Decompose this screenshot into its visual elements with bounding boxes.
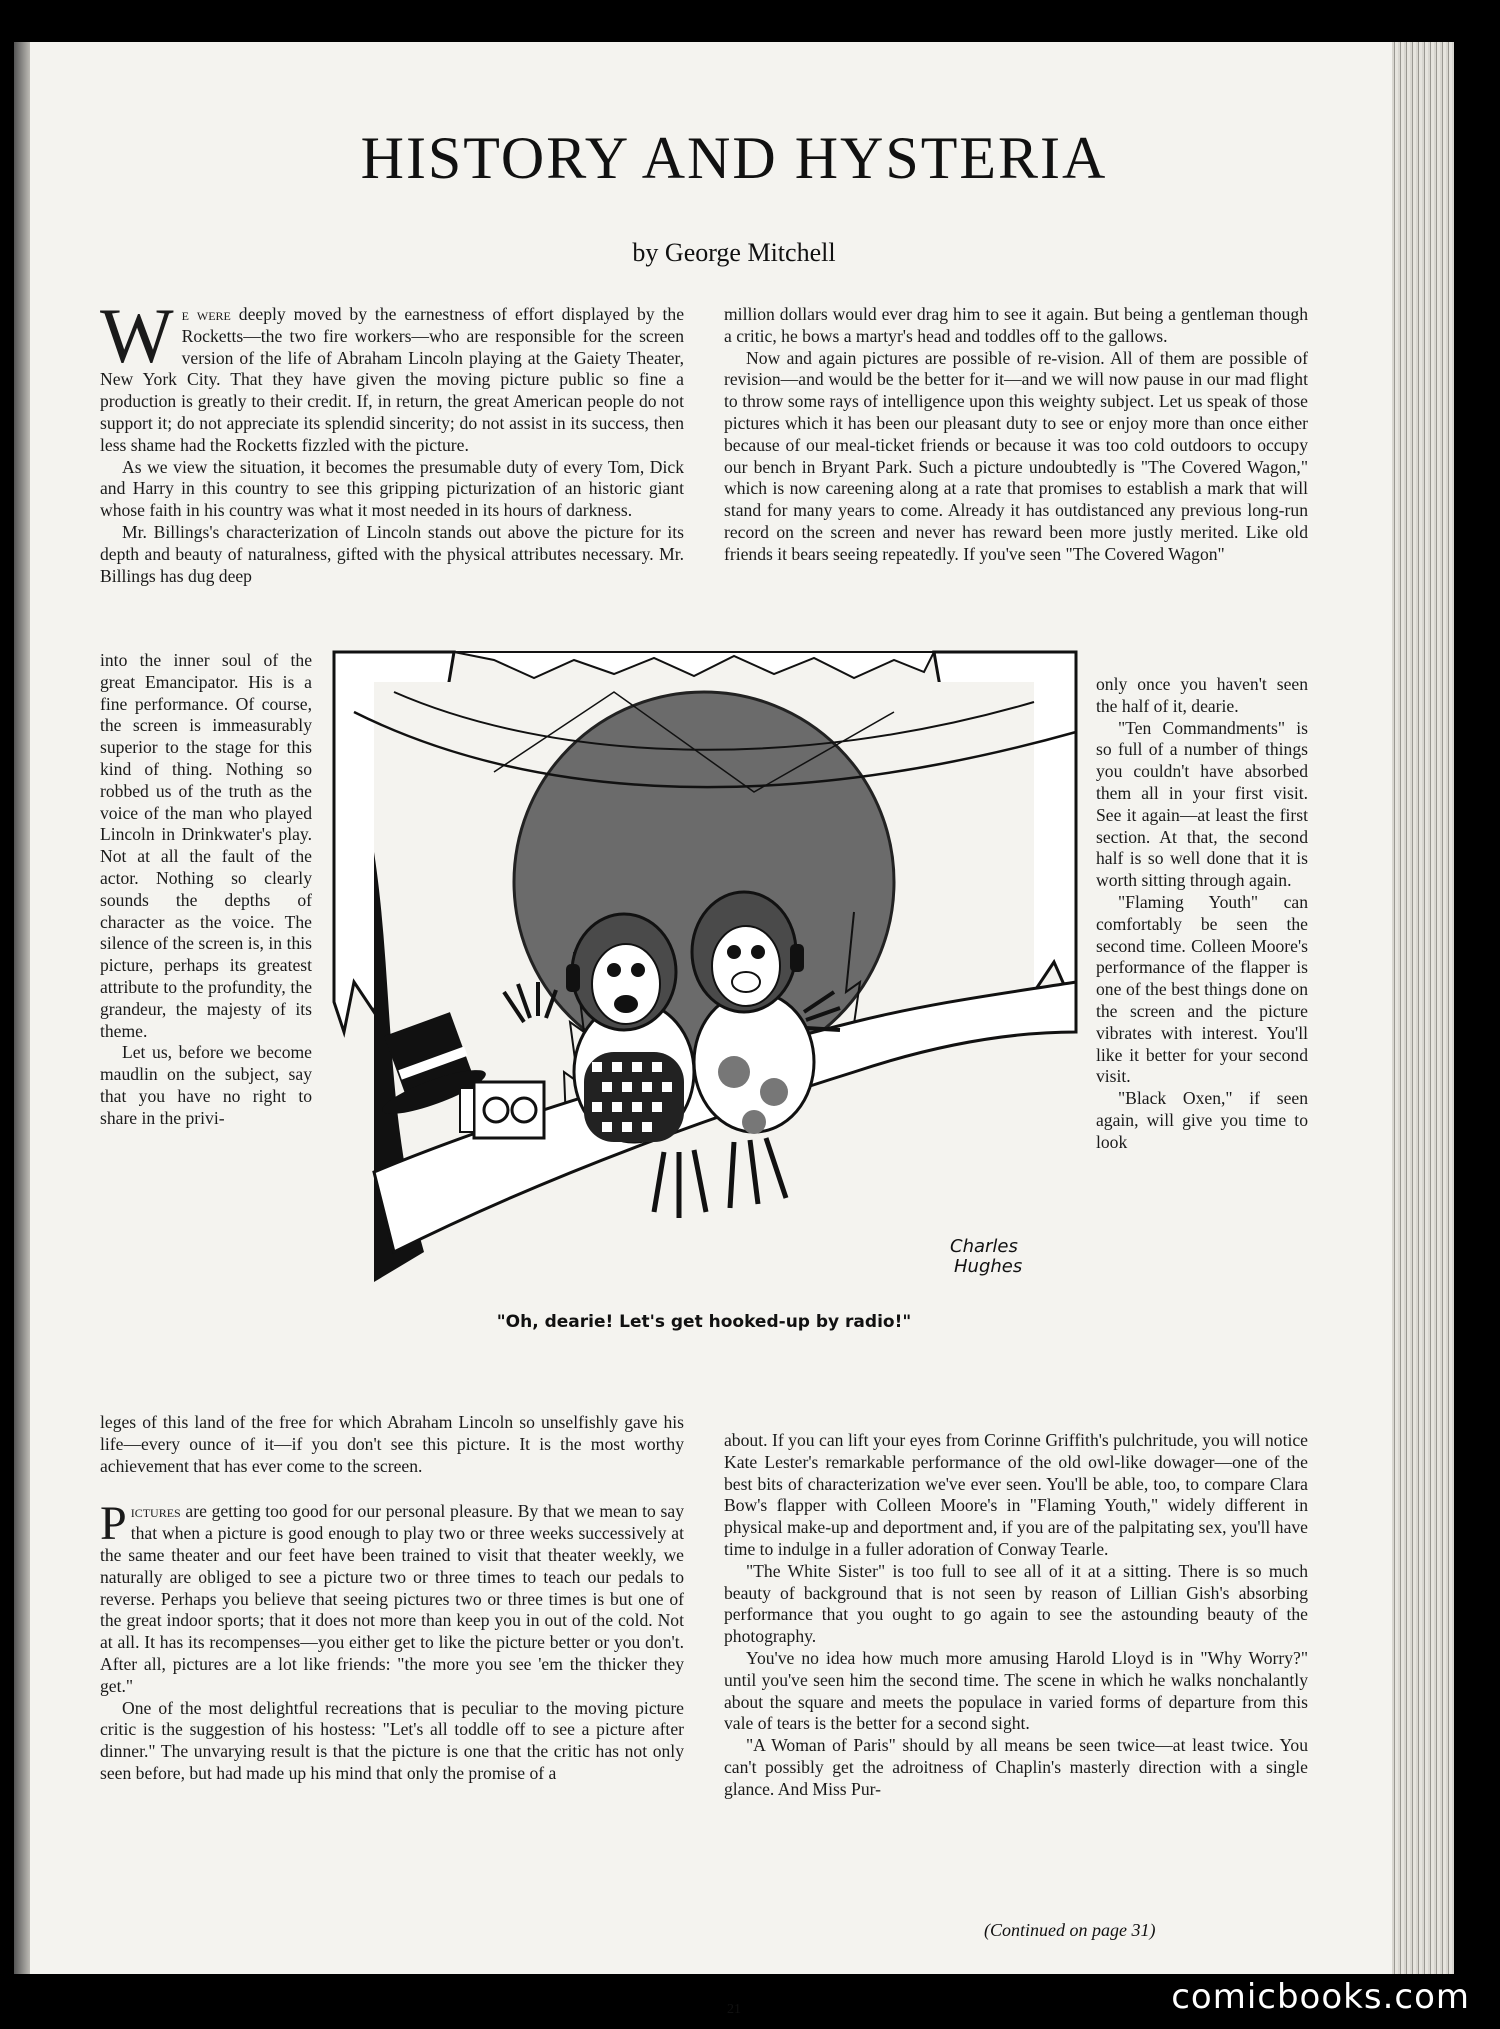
column-1-bottom (100, 1412, 684, 1785)
top-drape (454, 652, 934, 678)
column-2-top (724, 304, 1308, 566)
binding-gutter (14, 42, 30, 1974)
paragraph: "The White Sister" is too full to see all of it at a sitting. There is so much beauty of background that is not seen by reason of Lillian Gish's absorbing performance that you ought to go again to see the astounding beauty of the photography. (724, 1560, 1308, 1647)
drop-cap: P (100, 1497, 127, 1551)
paragraph-text: deeply moved by the earnestness of effort displayed by the Rocketts—the two fire workers—who are responsible for the screen version of the life of Abraham Lincoln playing at the Gaiety Theater, New York City. That they have given the moving picture public so fine a production is greatly to their credit. If, in return, the great American people do not support it; do not appreciate its splendid sincerity; do not assist in its success, then less shame had the Rocketts fizzled with the picture. (100, 304, 684, 455)
paragraph: into the inner soul of the great Emancipator. His is a fine performance. Of course, the screen is immeasurably superior to the stage for this kind of thing. Nothing so robbed us of the truth as the voice of the man who played Lincoln in Drinkwater's play. Not at all the fault of the actor. Nothing so clearly sounds the depths of character as the voice. The silence of the screen is, in this picture, perhaps its greatest attribute to the profundity, the grandeur, the majesty of its theme. (100, 650, 312, 1041)
cartoon-drawing (334, 652, 1076, 1304)
page-edges (1392, 42, 1454, 1974)
radio-set (460, 1082, 544, 1138)
article-title: HISTORY AND HYSTERIA (360, 125, 1108, 191)
headphone (566, 964, 580, 992)
page-number: 21 (727, 2002, 741, 2017)
artist-signature: Hughes (954, 1256, 1023, 1277)
monkey-eye (631, 963, 645, 977)
lead-in: ictures (130, 1501, 181, 1522)
monkey-nose (732, 972, 760, 992)
drop-cap: W (100, 292, 174, 379)
paragraph: leges of this land of the free for which Abraham Lincoln so unselfishly gave his life—every ounce of it—if you don't see this picture. It is the most worthy achievement that has ever come to the screen. (100, 1412, 684, 1476)
column-2-bottom (724, 1430, 1308, 1801)
paragraph: Let us, before we become maudlin on the subject, say that you have no right to share in the privi- (100, 1042, 312, 1128)
paragraph: One of the most delightful recreations that is peculiar to the moving picture critic is the suggestion of his hostess: "Let's all toddle off to see a picture after dinner." The unvarying result is that the picture is one that the critic has not only seen before, but had made up his mind that only the promise of a (100, 1697, 684, 1783)
paragraph: "Flaming Youth" can comfortably be seen the second time. Colleen Moore's performance of the flapper is one of the best things done on the screen and the picture vibrates with interest. You'll like it better for your second visit. (1096, 891, 1308, 1087)
paragraph: only once you haven't seen the half of it, dearie. (1096, 674, 1308, 716)
paragraph: "Black Oxen," if seen again, will give you time to look (1096, 1088, 1308, 1152)
paragraph: about. If you can lift your eyes from Corinne Griffith's pulchritude, you will notice Kate Lester's remarkable performance of the old owl-like dowager—one of the best bits of characterization we've ever seen. You'll be able, too, to compare Clara Bow's flapper with Colleen Moore's in "Flaming Youth," widely different in physical make-up and deportment and, if you are of the palpitating sex, you'll have time to indulge in a fuller adoration of Conway Tearle. (724, 1430, 1308, 1559)
paragraph (100, 292, 684, 457)
paragraph-text: are getting too good for our personal pleasure. By that we mean to say that when a picture is good enough to play two or three weeks successively at the same theater and our feet have been trained to visit that theater weekly, we naturally are obliged to see a picture two or three times to teach our pedals to reverse. Perhaps you believe that seeing pictures two or three times is but one of the great indoor sports; that it does not more than keep you in out of the cold. Not at all. It has its recompenses—you either get to like the picture better or you don't. After all, pictures are a lot like friends: "the more you see 'em the thicker they get." (100, 1501, 684, 1696)
monkey-mouth (614, 995, 638, 1013)
cartoon-illustration (334, 652, 1076, 1304)
paragraph: As we view the situation, it becomes the presumable duty of every Tom, Dick and Harry in this country to see this gripping picturization of an historic giant whose faith in his country was what it most needed in its hours of darkness. (100, 456, 684, 521)
column-1-top (100, 292, 684, 587)
paragraph: You've no idea how much more amusing Harold Lloyd is in "Why Worry?" until you've seen him the second time. The scene in which he walks nonchalantly about the square and meets the populace in varied forms of departure from this vale of tears is the better for a second sight. (724, 1647, 1308, 1734)
monkey-face (712, 926, 780, 1006)
paragraph: "A Woman of Paris" should by all means be seen twice—at least twice. You can't possibly get the adroitness of Chaplin's masterly direction with a single glance. And Miss Pur- (724, 1735, 1308, 1799)
illustration-caption: "Oh, dearie! Let's get hooked-up by radio!" (496, 1312, 912, 1332)
paragraph (100, 1497, 684, 1697)
paragraph: million dollars would ever drag him to see it again. But being a gentleman though a critic, he bows a martyr's head and toddles off to the gallows. (724, 304, 1308, 346)
continued-note: (Continued on page 31) (984, 1920, 1156, 1940)
paragraph: "Ten Commandments" is so full of a number of things you couldn't have absorbed them all in your first visit. See it again—at least the first section. At that, the second half is so well done that it is worth sitting through again. (1096, 717, 1308, 891)
artist-signature: Charles (950, 1236, 1018, 1257)
monkey-eye (727, 945, 741, 959)
paragraph: Mr. Billings's characterization of Lincoln stands out above the picture for its depth and beauty of naturalness, gifted with the physical attributes necessary. Mr. Billings has dug deep (100, 521, 684, 586)
headphone (790, 944, 804, 972)
paragraph: Now and again pictures are possible of re-vision. All of them are possible of revision—and would be the better for it—and we will now pause in our mad flight to throw some rays of intelligence upon this weighty subject. Let us speak of those pictures which it has been our pleasant duty to see or enjoy more than once either because of our meal-ticket friends or because it was too cold outdoors to occupy our bench in Bryant Park. Such a picture undoubtedly is "The Covered Wagon," which is now careening along at a rate that promises to establish a mark that will stand for many years to come. Already it has outdistanced any previous long-run record on the screen and never has reward been more justly merited. Like old friends it bears seeing repeatedly. If you've seen "The Covered Wagon" (724, 347, 1308, 564)
monkey-eye (751, 945, 765, 959)
lead-in: e were (181, 304, 231, 324)
column-2-narrow (1096, 674, 1308, 1154)
monkey-eye (607, 963, 621, 977)
byline: by George Mitchell (632, 238, 836, 267)
watermark: comicbooks.com (1171, 1977, 1470, 2017)
column-1-narrow (100, 650, 312, 1130)
